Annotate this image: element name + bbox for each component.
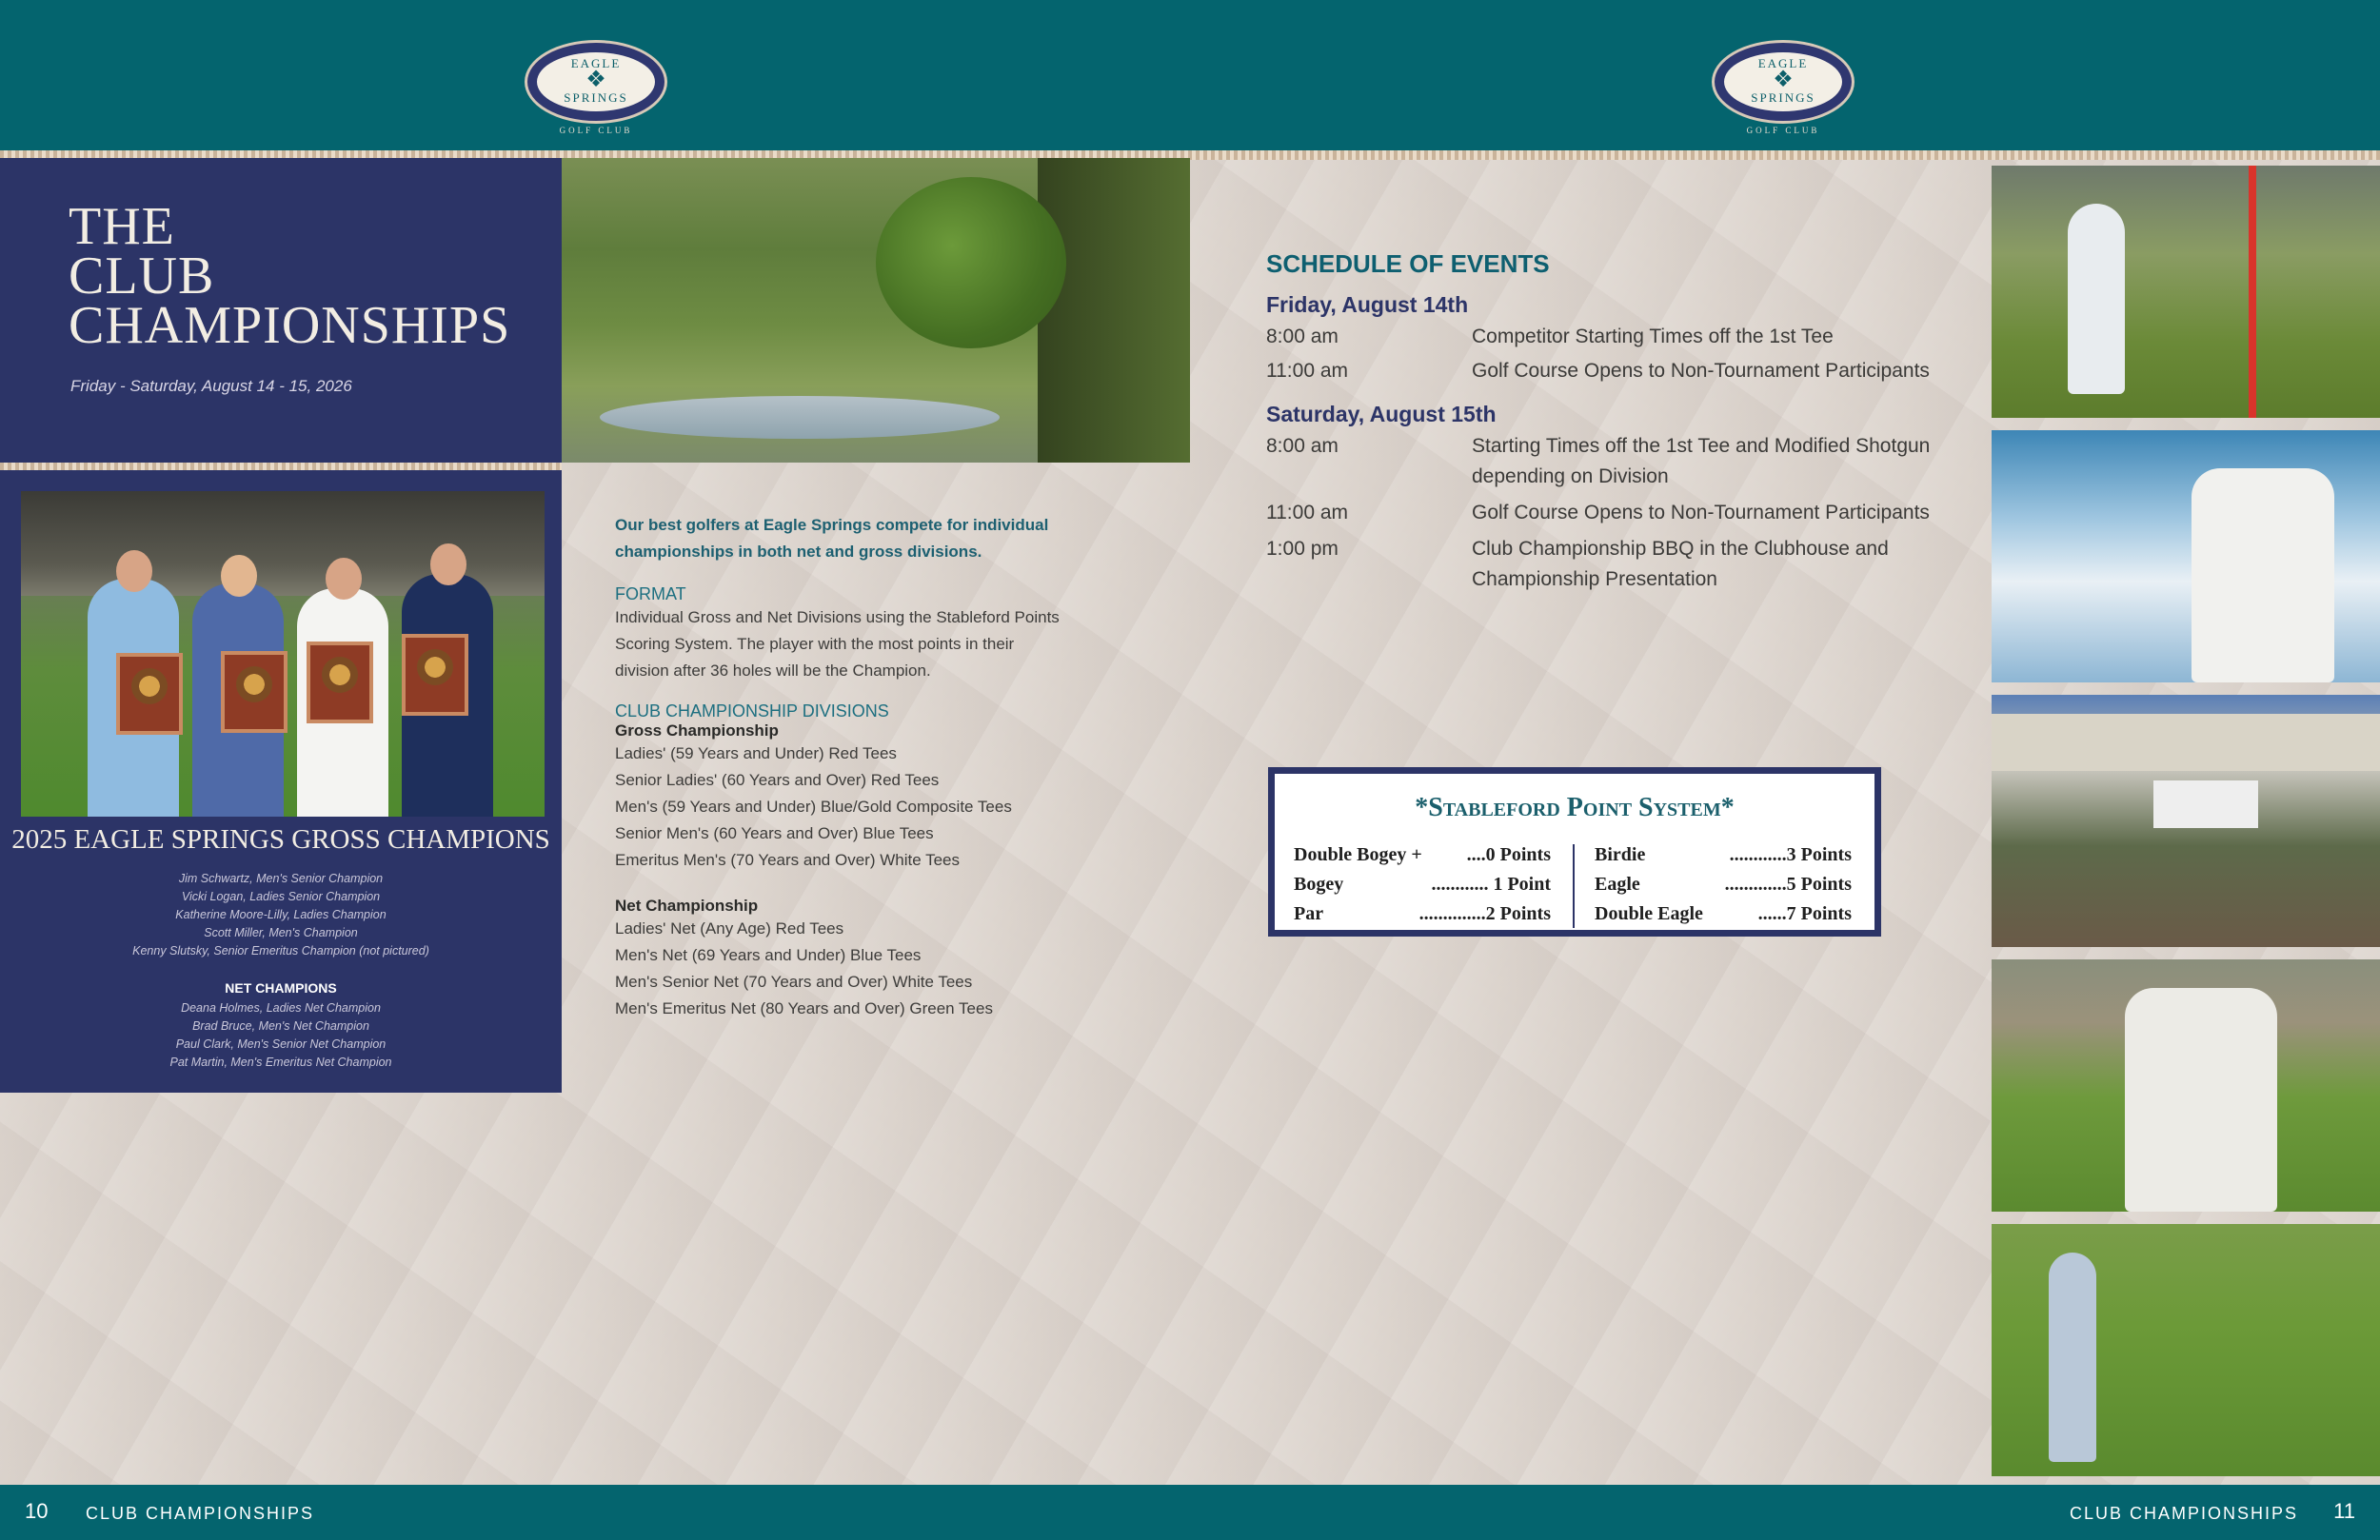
stableford-right-column: Birdie ............3 Points Eagle .............5 Points Double Eagle ......7 Points xyxy=(1595,844,1852,924)
schedule-row: 8:00 am Competitor Starting Times off the 1st Tee xyxy=(1266,326,1834,347)
golfer-swing-photo xyxy=(1992,166,2380,418)
page-number-left: 10 xyxy=(25,1499,49,1523)
net-heading: Net Championship xyxy=(615,897,759,915)
net-list: Ladies' Net (Any Age) Red Tees Men's Net (69 Years and Under) Blue Tees Men's Senior Net (70 Years and Over) White Tees Men's Emeritus Net (80 Years and Over) Green Tees xyxy=(615,919,993,1017)
golfers-hugging-photo xyxy=(1992,959,2380,1212)
footer-label-left: CLUB CHAMPIONSHIPS xyxy=(86,1504,315,1523)
schedule-row: 11:00 am Golf Course Opens to Non-Tournament Participants xyxy=(1266,502,1930,523)
champions-photo xyxy=(21,491,545,817)
stableford-title: *Stableford Point System* xyxy=(1415,793,1735,822)
title-divider xyxy=(0,463,562,470)
stableford-point-system xyxy=(1268,767,1881,937)
eagle-springs-logo-right: EAGLE ❖ SPRINGS GOLF CLUB xyxy=(1712,40,1854,143)
golfer-smiling-photo xyxy=(1992,430,2380,682)
header-bar xyxy=(0,0,2380,152)
champions-panel xyxy=(0,470,562,1093)
golfer-putting-photo xyxy=(1992,1224,2380,1476)
eagle-icon: ❖ xyxy=(1773,67,1794,92)
net-champions-heading: NET CHAMPIONS xyxy=(225,980,337,996)
format-heading: FORMAT xyxy=(615,584,686,603)
schedule-of-events xyxy=(1266,249,1990,595)
schedule-row: 8:00 am Starting Times off the 1st Tee and Modified Shotgun depending on Division xyxy=(1266,435,1931,487)
championship-details xyxy=(615,512,1072,1022)
page-title: THE CLUB CHAMPIONSHIPS xyxy=(69,197,511,355)
format-text: Individual Gross and Net Divisions using the Stableford Points Scoring System. The player with the most points in their division after 36 holes will be the Champion. xyxy=(615,608,1060,680)
day-heading: Friday, August 14th xyxy=(1266,292,1469,317)
title-panel xyxy=(0,158,562,463)
champions-caption: 2025 EAGLE SPRINGS GROSS CHAMPIONS xyxy=(11,824,550,855)
golf-course-photo xyxy=(562,158,1190,463)
day-heading: Saturday, August 15th xyxy=(1266,402,1497,426)
gross-list: Ladies' (59 Years and Under) Red Tees Senior Ladies' (60 Years and Over) Red Tees Men's (59 Years and Under) Blue/Gold Composite Tees Senior Men's (60 Years and Over) Blue Tees Emeritus Men's (70 Years and Over) White Tees xyxy=(615,744,1012,869)
footer-label-right: CLUB CHAMPIONSHIPS xyxy=(2069,1504,2298,1523)
intro-text: Our best golfers at Eagle Springs compete for individual championships in both net and gross divisions. xyxy=(615,516,1049,561)
eagle-icon: ❖ xyxy=(585,67,606,92)
net-champion-names: Deana Holmes, Ladies Net Champion Brad Bruce, Men's Net Champion Paul Clark, Men's Senior Net Champion Pat Martin, Men's Emeritus Net Champion xyxy=(169,1001,392,1069)
eagle-springs-logo-left: EAGLE ❖ SPRINGS GOLF CLUB xyxy=(525,40,667,143)
event-date: Friday - Saturday, August 14 - 15, 2026 xyxy=(70,377,352,395)
clubhouse-patio-photo xyxy=(1992,695,2380,947)
divisions-heading: CLUB CHAMPIONSHIP DIVISIONS xyxy=(615,701,889,721)
gross-heading: Gross Championship xyxy=(615,721,779,740)
schedule-row: 1:00 pm Club Championship BBQ in the Clubhouse and Championship Presentation xyxy=(1266,538,1889,590)
stableford-left-column: Double Bogey + ....0 Points Bogey ............ 1 Point Par ..............2 Points xyxy=(1294,844,1551,924)
stableford-divider xyxy=(1573,844,1575,928)
page-number-right: 11 xyxy=(2333,1499,2355,1523)
schedule-row: 11:00 am Golf Course Opens to Non-Tournament Participants xyxy=(1266,360,1930,382)
schedule-title: SCHEDULE OF EVENTS xyxy=(1266,249,1550,278)
gross-champion-names: Jim Schwartz, Men's Senior Champion Vicki Logan, Ladies Senior Champion Katherine Moore-Lilly, Ladies Champion Scott Miller, Men's Champion Kenny Slutsky, Senior Emeritus Champion (not pictured) xyxy=(132,872,429,958)
footer-bar xyxy=(0,1485,2380,1540)
